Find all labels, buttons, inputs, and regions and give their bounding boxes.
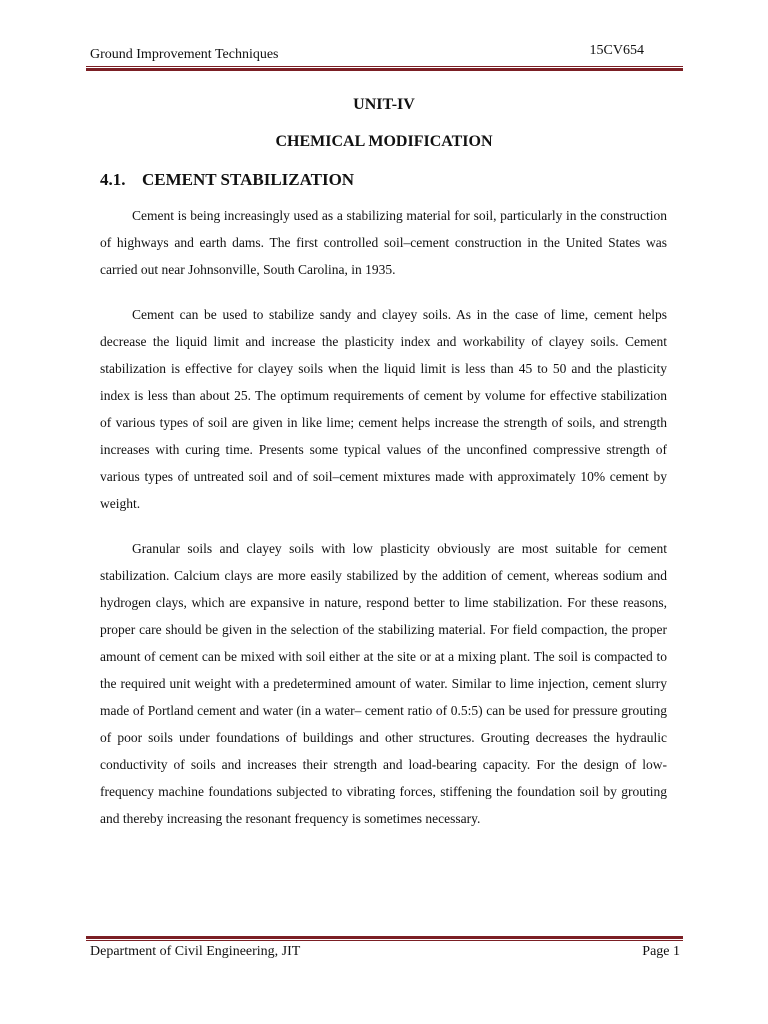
header-course-title: Ground Improvement Techniques: [90, 47, 279, 62]
paragraph: Cement can be used to stabilize sandy and clayey soils. As in the case of lime, cement helps decrease the liquid limit and increase the plasticity index and workability of clayey soils. Cement stabilization is effective for clayey soils when the liquid limit is less than 45 to 50 and the plasticity index is less than about 25. The optimum requirements of cement by volume for effective stabilization of various types of soil are given in like lime; cement helps increase the strength of soils, and strength increases with curing time. Presents some typical values of the unconfined compressive strength of various types of untreated soil and of soil–cement mixtures made with approximately 10% cement by weight.: [100, 307, 667, 511]
footer-rule-thin: [86, 940, 683, 941]
footer-department: Department of Civil Engineering, JIT: [90, 944, 301, 959]
header-rule-thick: [86, 68, 683, 71]
section-title: CEMENT STABILIZATION: [142, 170, 355, 189]
footer-rule-thick: [86, 936, 683, 939]
header-course-code: 15CV654: [589, 43, 644, 58]
unit-title: UNIT-IV: [353, 96, 415, 113]
paragraph: Granular soils and clayey soils with low plasticity obviously are most suitable for cement stabilization. Calcium clays are more easily stabilized by the addition of cement, whereas sodium and hydrogen clays, which are expansive in nature, respond better to lime stabilization. For these reasons, proper care should be given in the selection of the stabilizing material. For field compaction, the proper amount of cement can be mixed with soil either at the site or at a mixing plant. The soil is compacted to the required unit weight with a predetermined amount of water. Similar to lime injection, cement slurry made of Portland cement and water (in a water– cement ratio of 0.5:5) can be used for pressure grouting of poor soils under foundations of buildings and other structures. Grouting decreases the hydraulic conductivity of soils and increases their strength and load-bearing capacity. For the design of low-frequency machine foundations subjected to vibrating forces, stiffening the foundation soil by grouting and thereby increasing the resonant frequency is sometimes necessary.: [100, 541, 667, 826]
section-heading: [100, 170, 354, 190]
paragraph: Cement is being increasingly used as a stabilizing material for soil, particularly in the construction of highways and earth dams. The first controlled soil–cement construction in the United States was carried out near Johnsonville, South Carolina, in 1935.: [100, 208, 667, 277]
chapter-title: CHEMICAL MODIFICATION: [275, 133, 493, 150]
footer-page-number: Page 1: [642, 944, 680, 959]
header-rule-thin: [86, 66, 683, 67]
page-header: [90, 44, 680, 66]
section-number: 4.1.: [100, 170, 126, 189]
body-text: [100, 202, 667, 850]
